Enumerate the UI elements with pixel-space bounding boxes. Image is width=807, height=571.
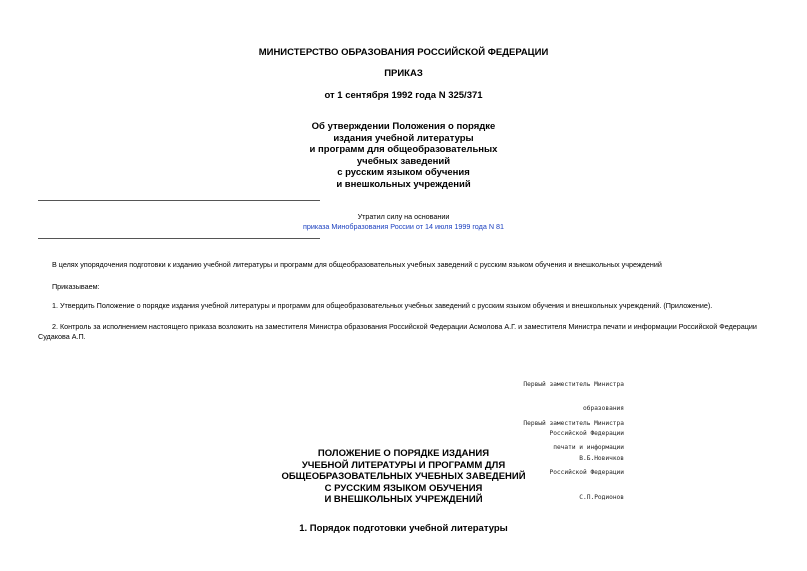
divider-bottom <box>38 238 320 239</box>
order-title-line: с русским языком обучения <box>337 167 470 179</box>
order-title-line: издания учебной литературы <box>333 132 474 144</box>
repeal-link[interactable]: приказа Минобразования России от 14 июля 1999 года N 81 <box>302 222 505 231</box>
signature-line: Российской Федерации <box>549 469 624 477</box>
signature-line: образования <box>583 405 624 413</box>
appendix-title-line: ОБЩЕОБРАЗОВАТЕЛЬНЫХ УЧЕБНЫХ ЗАВЕДЕНИЙ <box>281 471 526 483</box>
signature-line: Российской Федерации <box>549 430 624 438</box>
order-title-line: и внешкольных учреждений <box>336 178 471 190</box>
appendix-title <box>0 448 807 506</box>
appendix-title-line: С РУССКИМ ЯЗЫКОМ ОБУЧЕНИЯ <box>324 482 483 494</box>
section-1-heading: 1. Порядок подготовки учебной литературы <box>299 523 508 534</box>
item-1: 1. Утвердить Положение о порядке издания учебной литературы и программ для общеобразовательных учебных заведений с русским языком обучения и внешкольных учреждений. (Приложение). <box>52 301 713 310</box>
appendix-title-line: И ВНЕШКОЛЬНЫХ УЧРЕЖДЕНИЙ <box>324 494 483 506</box>
order-title-line: и программ для общеобразовательных <box>309 144 498 156</box>
status-note: Утратил силу на основании <box>357 212 450 221</box>
order-word: Приказываем: <box>52 282 100 291</box>
preamble: В целях упорядочения подготовки к изданию учебной литературы и программ для общеобразовательных учебных заведений с русским языком обучения и внешкольных учреждений <box>52 260 662 269</box>
signature-line: Первый заместитель Министра <box>523 380 624 388</box>
ministry-heading: МИНИСТЕРСТВО ОБРАЗОВАНИЯ РОССИЙСКОЙ ФЕДЕРАЦИИ <box>258 47 549 58</box>
order-title-line: учебных заведений <box>356 155 451 167</box>
document-type: ПРИКАЗ <box>384 68 423 79</box>
signature-line: С.П.Родионов <box>579 494 624 502</box>
appendix-title-line: УЧЕБНОЙ ЛИТЕРАТУРЫ И ПРОГРАММ ДЛЯ <box>301 459 506 471</box>
item-2: 2. Контроль за исполнением настоящего приказа возложить на заместителя Министра образования Российской Федерации Асмолова А.Г. и заместителя Министра печати и информации Российской Федерации <box>52 322 757 331</box>
signature-line: печати и информации <box>553 444 624 452</box>
signature-line: В.Б.Новичков <box>579 455 624 463</box>
order-title <box>0 121 807 191</box>
item-2-continuation: Судакова А.П. <box>38 332 86 341</box>
divider-top <box>38 200 320 201</box>
order-title-line: Об утверждении Положения о порядке <box>311 121 496 132</box>
order-date-number: от 1 сентября 1992 года N 325/371 <box>324 90 483 101</box>
signature-line: Первый заместитель Министра <box>523 419 624 427</box>
appendix-title-line: ПОЛОЖЕНИЕ О ПОРЯДКЕ ИЗДАНИЯ <box>317 448 490 459</box>
